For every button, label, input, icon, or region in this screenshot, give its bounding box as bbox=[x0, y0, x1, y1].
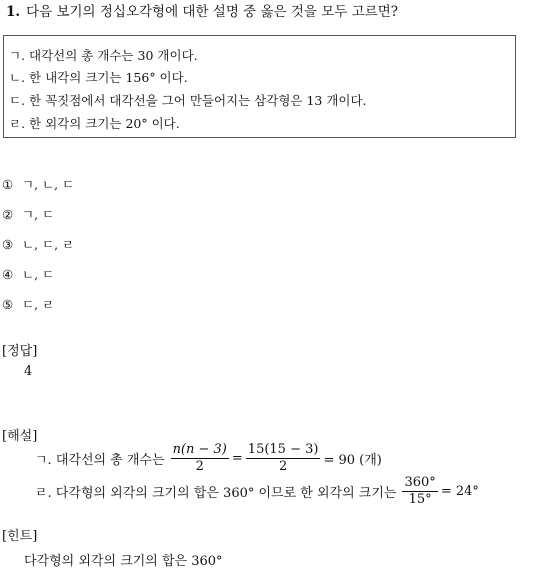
fraction-numerator: n(n − 3) bbox=[172, 442, 227, 457]
statement-item: ㄱ. 대각선의 총 개수는 30 개이다. bbox=[9, 48, 198, 63]
choice-4[interactable] bbox=[2, 265, 54, 283]
choice-2[interactable] bbox=[2, 205, 54, 223]
hint-label: [힌트] bbox=[2, 529, 38, 544]
question-text: 다음 보기의 정십오각형에 대한 설명 중 옳은 것을 모두 고르면? bbox=[26, 4, 398, 20]
choice-text: ㄱ, ㄷ bbox=[22, 207, 55, 222]
choice-marker: ② bbox=[2, 207, 14, 222]
choice-1[interactable] bbox=[2, 175, 74, 193]
choice-text: ㄱ, ㄴ, ㄷ bbox=[22, 177, 75, 192]
choice-marker: ④ bbox=[2, 267, 14, 282]
choice-marker: ③ bbox=[2, 237, 14, 252]
fraction-numerator: 15(15 − 3) bbox=[247, 442, 319, 457]
fraction-denominator: 2 bbox=[278, 459, 288, 474]
explanation-line-1-result: = 90 (개) bbox=[323, 453, 382, 468]
explanation-line-2 bbox=[35, 475, 479, 508]
equals-sign: = bbox=[231, 451, 243, 466]
statement-item: ㄹ. 한 외각의 크기는 20° 이다. bbox=[9, 116, 180, 131]
fraction-denominator: 2 bbox=[195, 459, 204, 474]
choice-text: ㄴ, ㄷ bbox=[22, 267, 55, 282]
fraction-diagonal-value bbox=[246, 442, 321, 475]
explanation-line-1-prefix: ㄱ. 대각선의 총 개수는 bbox=[35, 453, 165, 468]
statement-box bbox=[3, 35, 516, 138]
choice-text: ㄷ, ㄹ bbox=[22, 297, 55, 312]
fraction-exterior-angle bbox=[402, 475, 437, 508]
question-title bbox=[6, 0, 398, 20]
fraction-numerator: 360° bbox=[404, 475, 436, 490]
question-number: 1. bbox=[6, 4, 21, 20]
hint-text: 다각형의 외각의 크기의 합은 360° bbox=[24, 554, 223, 569]
explanation-line-1 bbox=[35, 442, 382, 475]
explanation-line-2-prefix: ㄹ. 다각형의 외각의 크기의 합은 360° 이므로 한 외각의 크기는 bbox=[35, 486, 397, 501]
answer-label: [정답] bbox=[2, 344, 38, 359]
choice-marker: ① bbox=[2, 177, 14, 192]
statement-item: ㄷ. 한 꼭짓점에서 대각선을 그어 만들어지는 삼각형은 13 개이다. bbox=[9, 93, 367, 108]
choice-marker: ⑤ bbox=[2, 297, 14, 312]
fraction-denominator: 15° bbox=[408, 492, 432, 507]
explanation-line-2-result: = 24° bbox=[440, 484, 479, 499]
choice-3[interactable] bbox=[2, 235, 74, 253]
statement-item: ㄴ. 한 내각의 크기는 156° 이다. bbox=[9, 70, 188, 85]
fraction-diagonal-formula bbox=[171, 442, 229, 475]
choice-text: ㄴ, ㄷ, ㄹ bbox=[22, 237, 75, 252]
answer-value: 4 bbox=[24, 364, 33, 379]
explanation-label: [해설] bbox=[2, 429, 38, 444]
choice-5[interactable] bbox=[2, 295, 54, 313]
